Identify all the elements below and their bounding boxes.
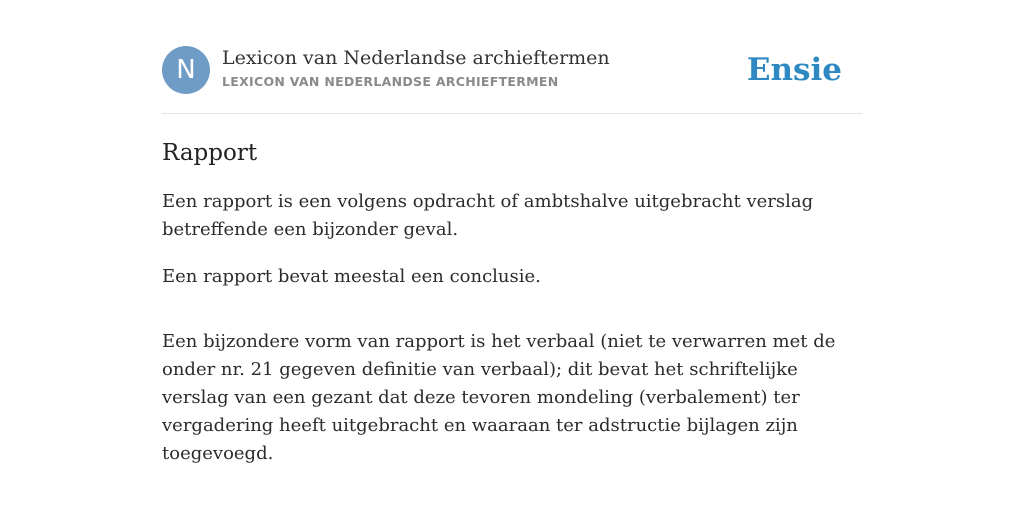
article — [162, 138, 862, 487]
article-paragraph-2: Een rapport bevat meestal een conclusie. — [162, 266, 541, 287]
site-subtitle: LEXICON VAN NEDERLANDSE ARCHIEFTERMEN — [222, 74, 559, 89]
header-divider — [162, 113, 862, 114]
article-paragraph-3: Een bijzondere vorm van rapport is het verbaal (niet te verwarren met de onder nr. 21 gegeven definitie van verbaal); dit bevat het schriftelijke verslag van een gezant dat deze tevoren mondeling (verbalement) ter vergadering heeft uitgebracht en waaraan ter adstructie bijlagen zijn toegevoegd. — [162, 331, 836, 464]
article-paragraph-1: Een rapport is een volgens opdracht of ambtshalve uitgebracht verslag betreffende een bijzonder geval. — [162, 191, 814, 240]
brand-logo[interactable]: Ensie — [746, 52, 842, 88]
avatar[interactable]: N — [162, 46, 210, 94]
page-container — [162, 46, 862, 464]
header-titles — [222, 46, 610, 93]
article-term: Rapport — [162, 140, 258, 166]
site-title[interactable]: Lexicon van Nederlandse archieftermen — [222, 47, 610, 69]
header — [162, 46, 862, 96]
